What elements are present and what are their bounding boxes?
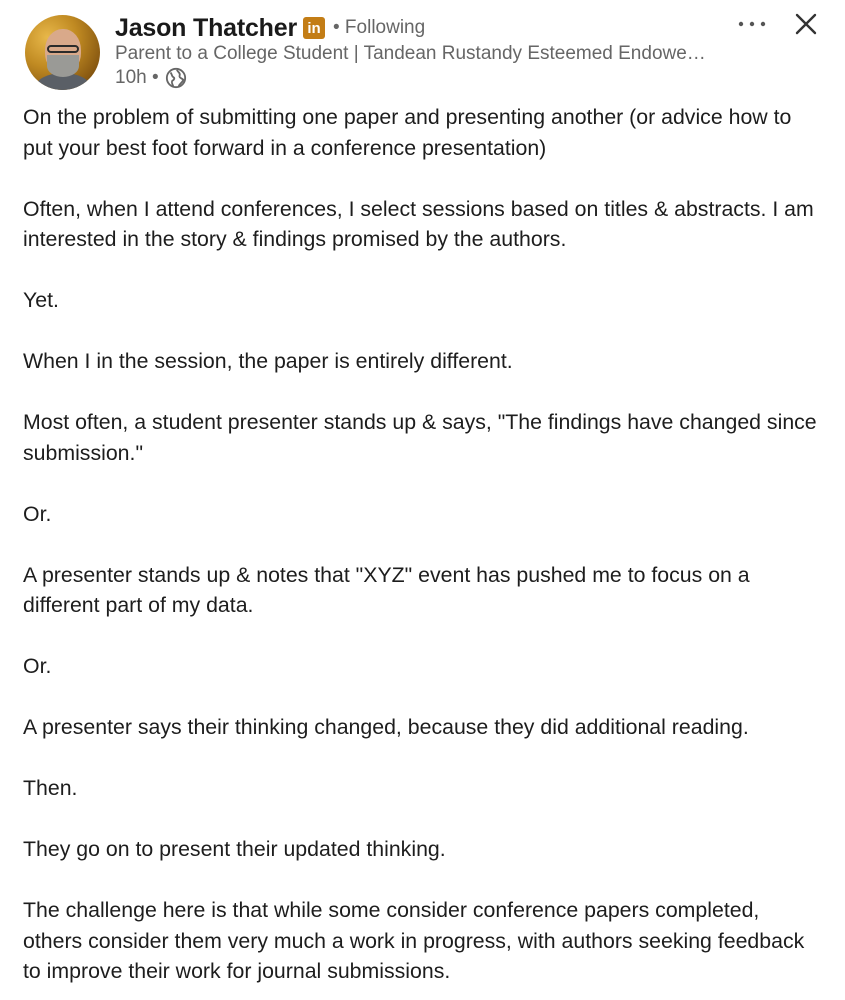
globe-icon xyxy=(165,67,187,89)
close-icon xyxy=(795,13,817,35)
post-meta xyxy=(115,66,187,90)
post-paragraph: They go on to present their updated thinking. xyxy=(23,837,446,861)
follow-status: • Following xyxy=(332,17,426,38)
author-name[interactable]: Jason Thatcher xyxy=(115,13,297,42)
post-timestamp[interactable]: 10h xyxy=(115,67,147,88)
post-paragraph: Often, when I attend conferences, I select sessions based on titles & abstracts. I am interested in the story & findings promised by the authors. xyxy=(23,196,814,251)
close-button[interactable] xyxy=(788,8,824,40)
post-paragraph: Or. xyxy=(23,654,52,678)
post-header xyxy=(0,0,845,100)
linkedin-badge-icon: in xyxy=(303,17,325,39)
post-paragraph: The challenge here is that while some consider conference papers completed, others consider them very much a work in progress, with authors seeking feedback to improve their work for journal submissions. xyxy=(23,898,805,983)
meta-separator: • xyxy=(146,67,159,88)
post-body xyxy=(23,102,823,1000)
post-paragraph: A presenter says their thinking changed, because they did additional reading. xyxy=(23,715,749,739)
avatar-glasses xyxy=(47,45,79,53)
post-paragraph: On the problem of submitting one paper and presenting another (or advice how to put your best foot forward in a conference presentation) xyxy=(23,105,792,160)
avatar[interactable] xyxy=(25,15,100,90)
post-paragraph: Yet. xyxy=(23,288,59,312)
more-options-button[interactable] xyxy=(730,8,774,40)
more-icon xyxy=(737,20,767,28)
post-paragraph: Or. xyxy=(23,501,52,526)
author-name-row xyxy=(115,12,425,44)
author-headline: Parent to a College Student | Tandean Rustandy Esteemed Endowe… xyxy=(115,43,706,64)
post-paragraph: A presenter stands up & notes that "XYZ" event has pushed me to focus on a different part of my data. xyxy=(23,562,750,617)
avatar-beard xyxy=(47,55,79,77)
post-paragraph: When I in the session, the paper is entirely different. xyxy=(23,349,513,373)
post-paragraph: Most often, a student presenter stands up & says, "The findings have changed since submission." xyxy=(23,410,817,465)
follow-status-label: Following xyxy=(344,17,426,38)
post-paragraph: Then. xyxy=(23,776,78,800)
